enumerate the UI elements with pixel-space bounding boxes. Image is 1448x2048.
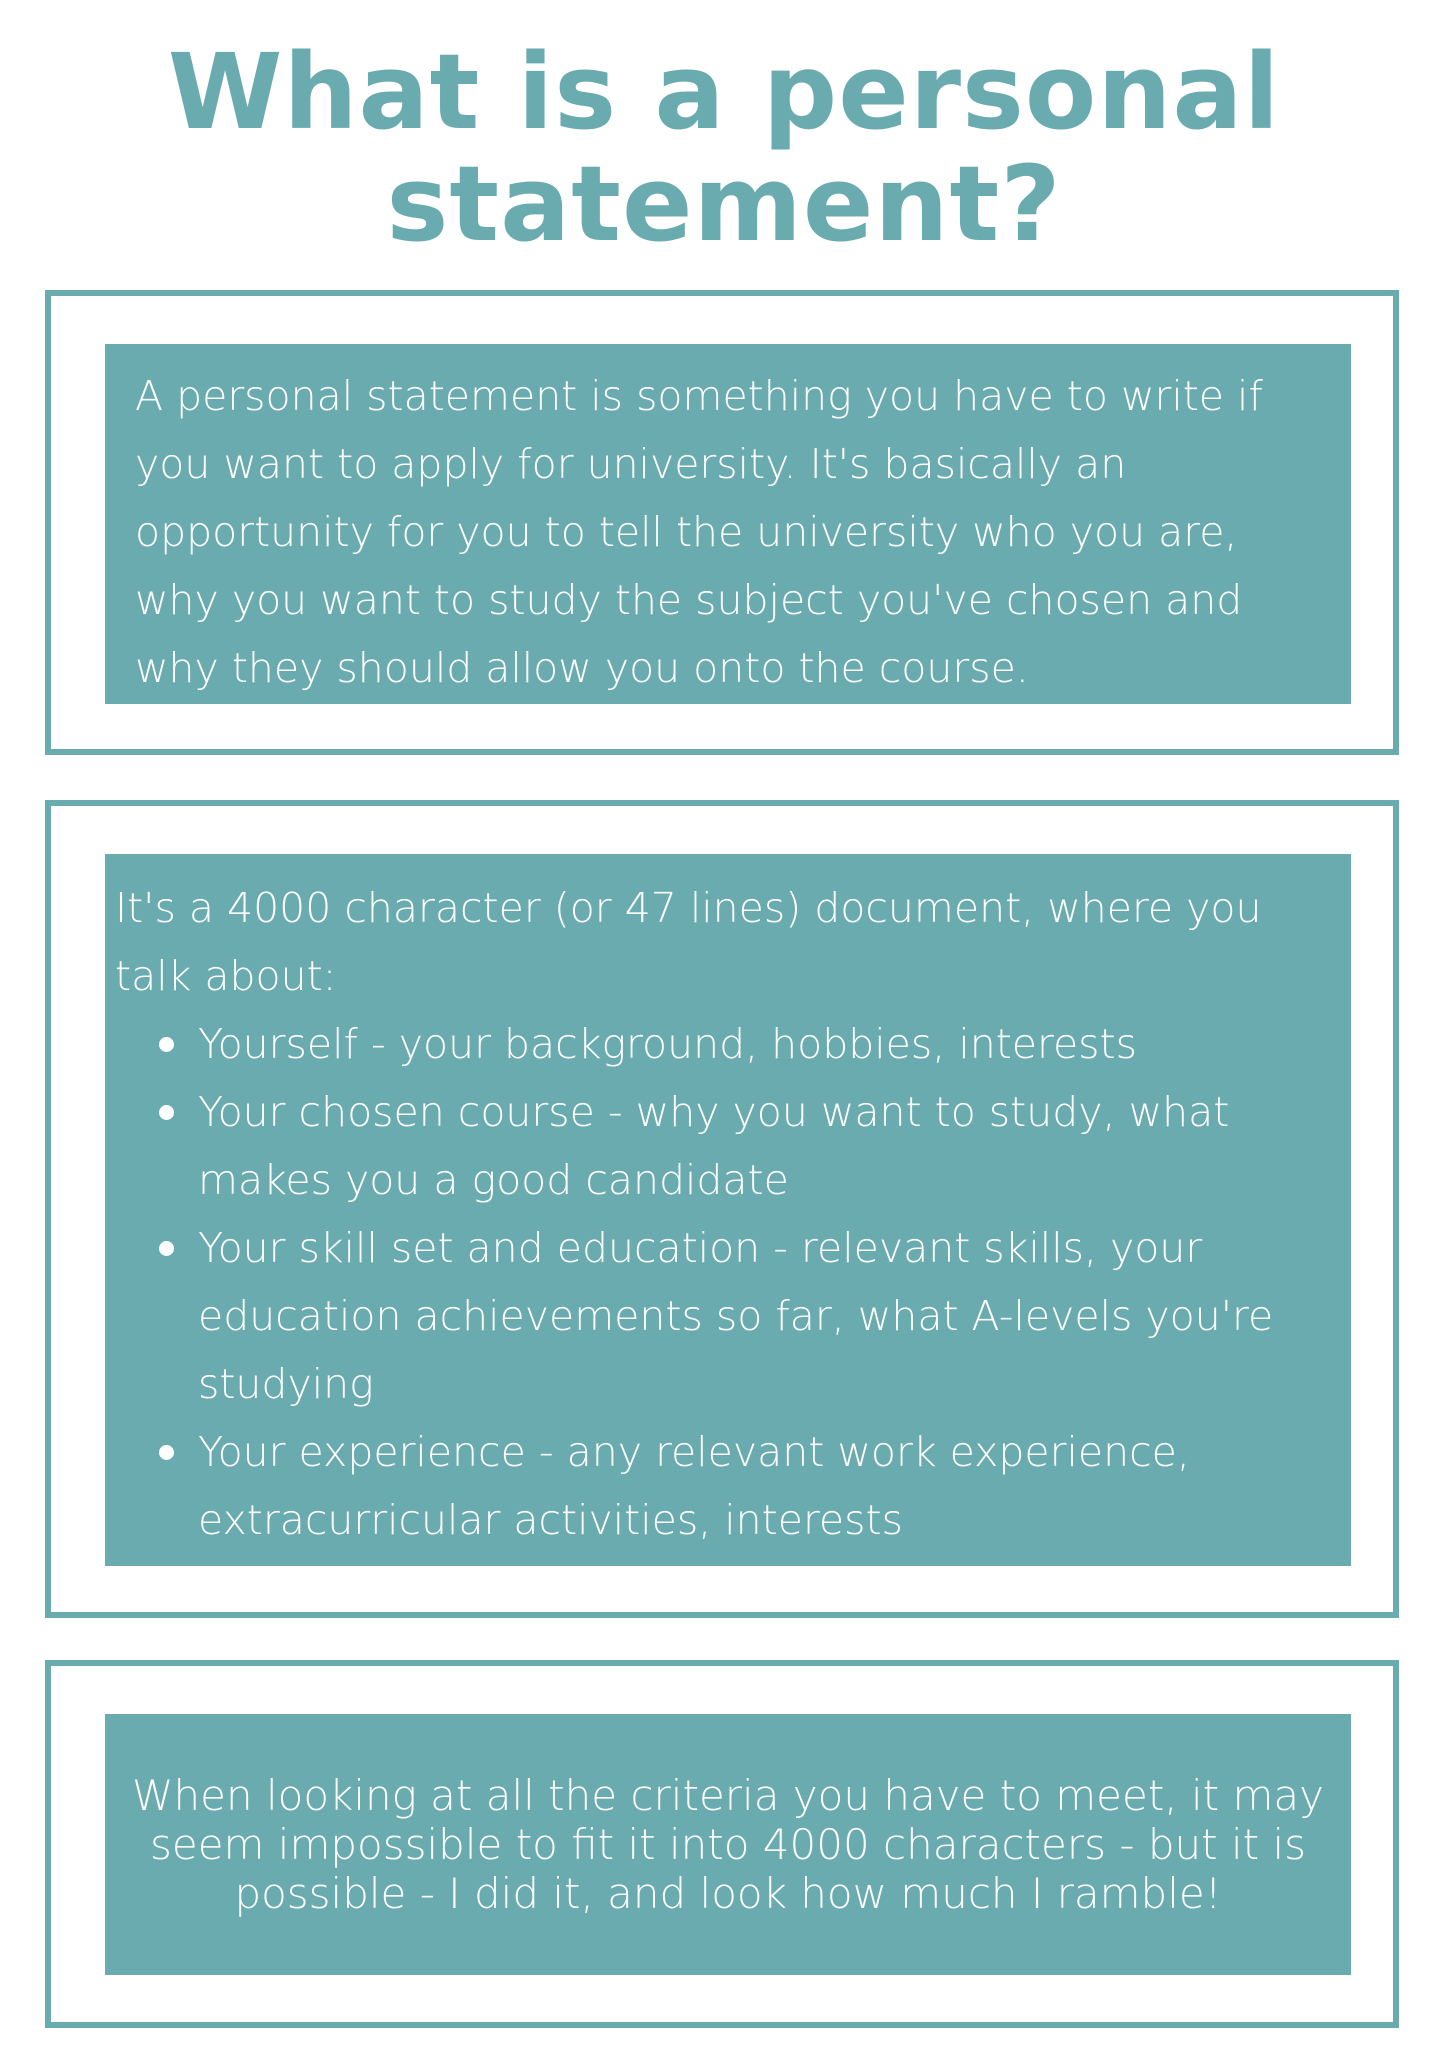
- contents-intro: It's a 4000 character (or 47 lines) document, where you talk about:: [115, 884, 1262, 1000]
- closing-frame: [45, 1660, 1399, 2028]
- list-item: [115, 1214, 1331, 1418]
- bullet-icon: [159, 1105, 174, 1120]
- contents-panel: [105, 854, 1351, 1566]
- contents-list: [115, 1010, 1331, 1554]
- list-item: [115, 1418, 1331, 1554]
- list-item-text: Your chosen course - why you want to study, what makes you a good candidate: [198, 1088, 1230, 1204]
- contents-frame: [45, 800, 1399, 1618]
- list-item-text: Yourself - your background, hobbies, interests: [198, 1020, 1137, 1068]
- list-item-text: Your skill set and education - relevant skills, your education achievements so far, what A-levels you're studying: [198, 1224, 1274, 1408]
- definition-frame: [45, 290, 1399, 755]
- closing-text: When looking at all the criteria you have to meet, it may seem impossible to fit it into 4000 characters - but it is possible - I did it, and look how much I ramble!: [132, 1771, 1324, 1918]
- bullet-icon: [159, 1241, 174, 1256]
- list-item-text: Your experience - any relevant work experience, extracurricular activities, interests: [198, 1428, 1190, 1544]
- closing-panel: [105, 1714, 1351, 1975]
- list-item: [115, 1010, 1331, 1078]
- bullet-icon: [159, 1037, 174, 1052]
- definition-text: A personal statement is something you have to write if you want to apply for university. It's basically an opportunity for you to tell the university who you are, why you want to study the subject you've chosen and why they should allow you onto the course.: [135, 372, 1263, 692]
- page-title: What is a personal statement?: [167, 31, 1281, 265]
- list-item: [115, 1078, 1331, 1214]
- bullet-icon: [159, 1445, 174, 1460]
- definition-panel: [105, 344, 1351, 704]
